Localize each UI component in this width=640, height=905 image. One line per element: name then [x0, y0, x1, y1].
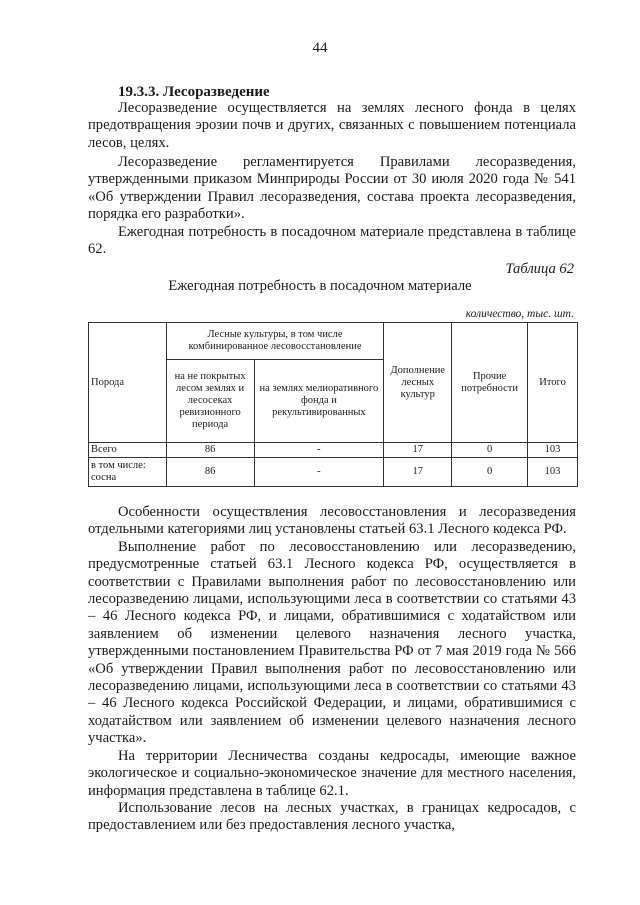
header-total: Итого [528, 323, 578, 443]
body-text-bottom [88, 504, 576, 835]
table-caption: Ежегодная потребность в посадочном материале [168, 278, 472, 294]
header-breed: Порода [89, 323, 167, 443]
header-reclamation: на землях мелиоративного фонда и рекультивированных [254, 360, 384, 443]
cell-not-covered: 86 [166, 443, 254, 458]
cell-total: 103 [528, 443, 578, 458]
page-number: 44 [312, 40, 328, 56]
paragraph-3-block [88, 224, 576, 259]
cell-reclamation: - [254, 443, 384, 458]
paragraph: Лесоразведение осуществляется на землях лесного фонда в целях предотвращения эрозии почв и других, связанных с повышением потенциала лесов, целях. [88, 100, 576, 151]
paragraph: Выполнение работ по лесовосстановлению или лесоразведению, предусмотренные статьей 63.1 Лесного кодекса РФ, осуществляется в соответствии с Правилами выполнения работ по лесовосстановлению или лесоразведению лицами, использующими леса в соответствии со статьями 43 – 46 Лесного кодекса РФ, и лицами, обратившимися с ходатайством или заявлением об изменении целевого назначения лесного участка, утвержденными постановлением Правительства РФ от 7 мая 2019 года № 566 «Об утверждении Правил выполнения работ по лесовосстановлению или лесоразведению лицами, использующими леса в соответствии со статьями 43 – 46 Лесного кодекса Российской Федерации, и лицами, обратившимися с ходатайством или заявлением об изменении целевого назначения лесного участка». [88, 538, 576, 747]
table-number: Таблица 62 [505, 261, 574, 277]
paragraph: Лесоразведение регламентируется Правилами лесоразведения, утвержденными приказом Минприроды России от 30 июля 2020 года № 541 «Об утверждении Правил лесоразведения, состава проекта лесоразведения, порядка его разработки». [88, 154, 576, 223]
table-units: количество, тыс. шт. [465, 308, 574, 320]
cell-breed: Всего [89, 443, 167, 458]
paragraph: Использование лесов на лесных участках, в границах кедросадов, с предоставлением или без предоставления лесного участка, [88, 799, 576, 834]
cell-other: 0 [452, 458, 528, 487]
header-other: Прочие потребности [452, 323, 528, 443]
header-forest-crops: Лесные культуры, в том числе комбинированное лесовосстановление [166, 323, 384, 360]
header-not-covered: на не покрытых лесом землях и лесосеках ревизионного периода [166, 360, 254, 443]
table-header-row [89, 323, 578, 360]
header-addition: Дополнение лесных культур [384, 323, 452, 443]
cell-addition: 17 [384, 443, 452, 458]
cell-total: 103 [528, 458, 578, 487]
section-title: 19.3.3. Лесоразведение [118, 84, 270, 100]
paragraph-1-block [88, 100, 576, 152]
cell-reclamation: - [254, 458, 384, 487]
cell-breed: в том числе: сосна [89, 458, 167, 487]
cell-addition: 17 [384, 458, 452, 487]
table-row [89, 443, 578, 458]
paragraph: Ежегодная потребность в посадочном материале представлена в таблице 62. [88, 224, 576, 258]
paragraph: На территории Лесничества созданы кедросады, имеющие важное экологическое и социально-экономическое значение для местного населения, информация представлена в таблице 62.1. [88, 747, 576, 799]
cell-not-covered: 86 [166, 458, 254, 487]
cell-other: 0 [452, 443, 528, 458]
seedling-demand-table [88, 322, 578, 487]
paragraph: Особенности осуществления лесовосстановления и лесоразведения отдельными категориями лиц установлены статьей 63.1 Лесного кодекса РФ. [88, 504, 576, 538]
paragraph-2-block [88, 154, 576, 224]
table-row [89, 458, 578, 487]
